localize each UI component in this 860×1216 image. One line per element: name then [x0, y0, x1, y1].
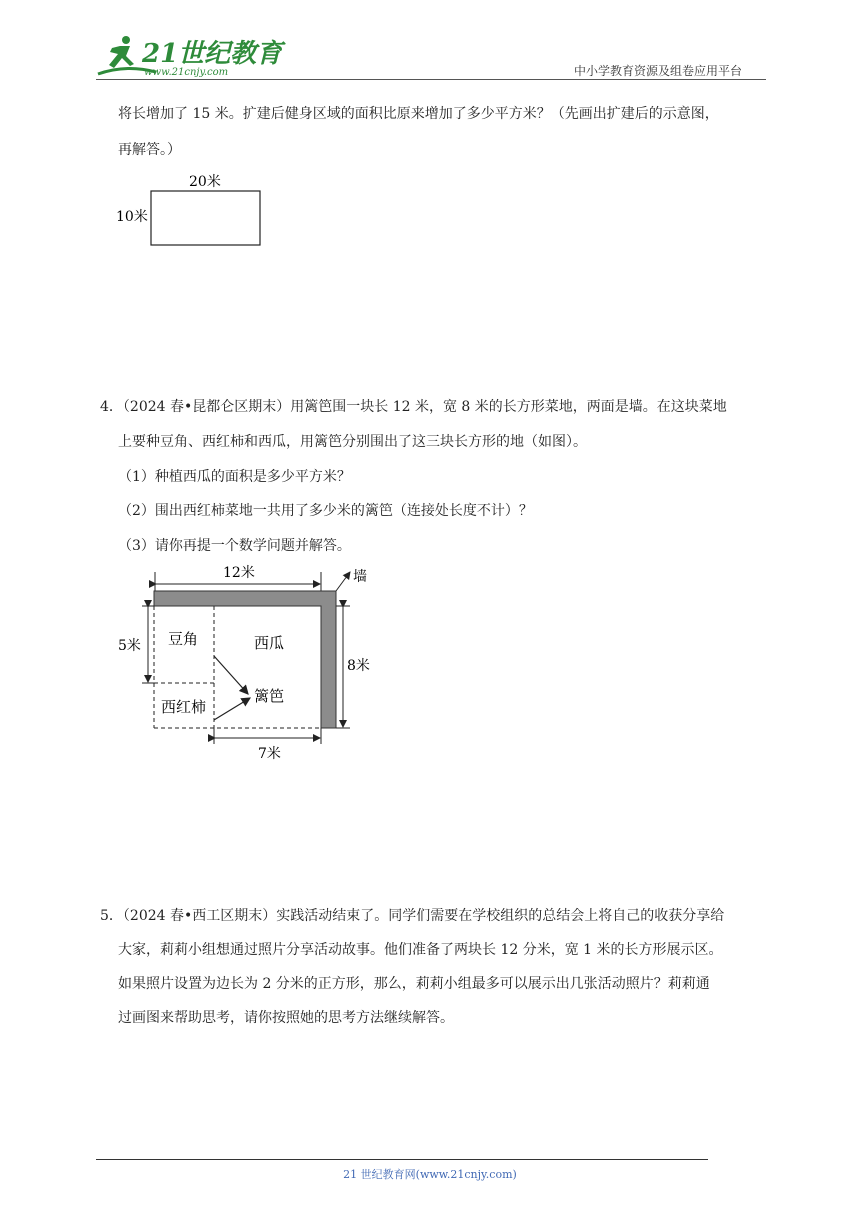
region-xigua: 西瓜 [254, 634, 285, 652]
problem4-line2: 上要种豆角、西红柿和西瓜，用篱笆分别围出了这三块长方形的地（如图）。 [118, 434, 587, 450]
logo-text: 21世纪教育 [142, 39, 283, 69]
height-label: 10米 [116, 209, 148, 225]
problem4-q2: （2）围出西红柿菜地一共用了多少米的篱笆（连接处长度不计）？ [118, 503, 533, 519]
fence-arrow-2 [214, 698, 250, 720]
problem3-figure [112, 168, 272, 252]
region-xihongshi: 西红柿 [161, 698, 207, 716]
problem5-line4: 过画图来帮助思考，请你按照她的思考方法继续解答。 [118, 1010, 454, 1026]
logo-url: www.21cnjy.com [144, 67, 229, 78]
footer-divider [96, 1159, 708, 1160]
bottom-dim-label: 7米 [258, 746, 281, 762]
right-dim-label: 8米 [347, 658, 370, 674]
problem5-line3: 如果照片设置为边长为 2 分米的正方形，那么，莉莉小组最多可以展示出几张活动照片？莉莉通 [118, 976, 710, 992]
problem4-line1: 4．（2024 春•昆都仑区期末）用篱笆围一块长 12 米，宽 8 米的长方形菜地，两面是墙。在这块菜地 [100, 399, 727, 415]
left-dim-label: 5米 [118, 638, 141, 654]
platform-name: 中小学教育资源及组卷应用平台 [574, 64, 743, 78]
original-rectangle [151, 191, 260, 245]
problem4-q1: （1）种植西瓜的面积是多少平方米？ [118, 469, 351, 485]
problem5-line2: 大家，莉莉小组想通过照片分享活动故事。他们准备了两块长 12 分米，宽 1 米的长方形展示区。 [118, 942, 723, 958]
footer-link[interactable]: 21 世纪教育网(www.21cnjy.com) [343, 1168, 517, 1181]
top-dim-label: 12米 [223, 565, 255, 581]
wall-label: 墙 [353, 569, 367, 585]
fence-arrow-1 [214, 656, 248, 694]
site-logo [96, 34, 283, 80]
problem3-line2: 再解答。） [118, 142, 181, 158]
problem5-line1: 5．（2024 春•西工区期末）实践活动结束了。同学们需要在学校组织的总结会上将自己的收获分享给 [100, 908, 725, 924]
width-label: 20米 [189, 174, 221, 190]
garden-figure [110, 560, 380, 765]
fence-label: 篱笆 [254, 687, 285, 705]
header-divider [96, 79, 766, 80]
problem3-line1: 将长增加了 15 米。扩建后健身区域的面积比原来增加了多少平方米？（先画出扩建后的示意图， [118, 106, 719, 122]
problem4-q3: （3）请你再提一个数学问题并解答。 [118, 538, 351, 554]
region-douj: 豆角 [168, 630, 199, 648]
